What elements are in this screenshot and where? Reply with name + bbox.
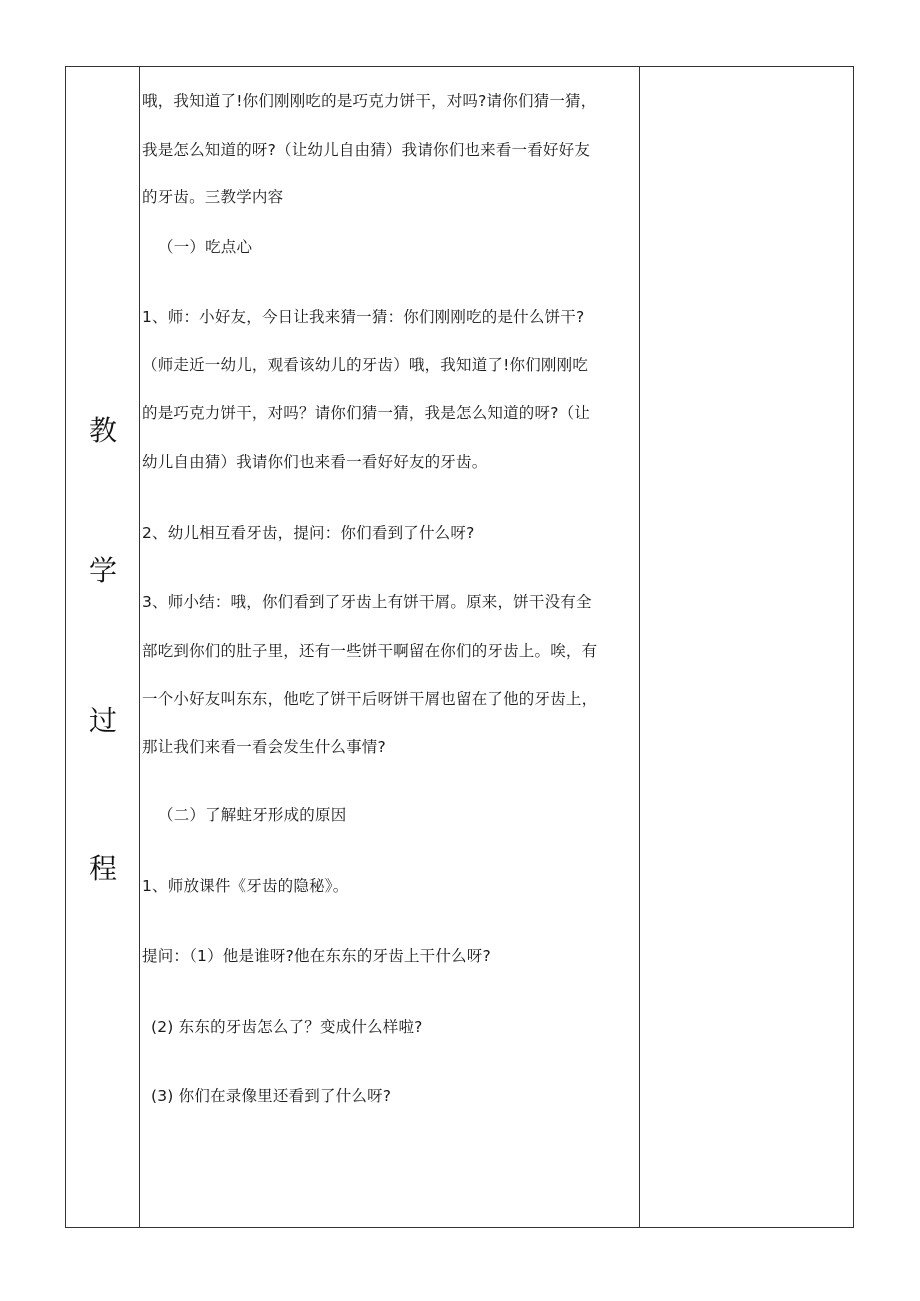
content-line: (2) 东东的牙齿怎么了？变成什么样啦? xyxy=(151,1018,423,1036)
section-label-char-3: 过 xyxy=(88,704,117,737)
content-line: 1、师放课件《牙齿的隐秘》。 xyxy=(142,877,349,895)
section-label-char-2: 学 xyxy=(88,554,117,587)
section-label-char-1: 教 xyxy=(88,414,117,447)
content-line: 2、幼儿相互看牙齿，提问：你们看到了什么呀? xyxy=(142,524,475,542)
section-label-char-4: 程 xyxy=(88,852,117,885)
content-line: 1、师：小好友，今日让我来猜一猜：你们刚刚吃的是什么饼干? xyxy=(142,308,585,326)
content-line: 哦，我知道了!你们刚刚吃的是巧克力饼干，对吗?请你们猜一猜， xyxy=(142,92,597,110)
content-line: 提问：（1）他是谁呀?他在东东的牙齿上干什么呀? xyxy=(142,947,491,965)
content-line: （师走近一幼儿，观看该幼儿的牙齿）哦，我知道了!你们刚刚吃 xyxy=(142,356,589,374)
content-line: 那让我们来看一看会发生什么事情? xyxy=(142,738,386,756)
section-heading: （一）吃点心 xyxy=(158,238,253,256)
notes-column xyxy=(639,67,853,1227)
content-line: 幼儿自由猜）我请你们也来看一看好好友的牙齿。 xyxy=(142,453,488,471)
lesson-content xyxy=(142,67,636,1227)
content-line: (3) 你们在录像里还看到了什么呀? xyxy=(151,1087,392,1105)
section-heading: （二）了解蛀牙形成的原因 xyxy=(158,806,347,824)
content-line: 的是巧克力饼干，对吗？请你们猜一猜，我是怎么知道的呀?（让 xyxy=(142,404,591,422)
content-line: 的牙齿。三教学内容 xyxy=(142,188,284,206)
content-line: 3、师小结：哦，你们看到了牙齿上有饼干屑。原来，饼干没有全 xyxy=(142,593,592,611)
content-line: 一个小好友叫东东，他吃了饼干后呀饼干屑也留在了他的牙齿上， xyxy=(142,690,598,708)
content-line: 我是怎么知道的呀?（让幼儿自由猜）我请你们也来看一看好好友 xyxy=(142,141,591,159)
lesson-table xyxy=(65,66,854,1228)
section-label-column xyxy=(66,67,140,1227)
content-line: 部吃到你们的肚子里，还有一些饼干啊留在你们的牙齿上。唉，有 xyxy=(142,642,598,660)
